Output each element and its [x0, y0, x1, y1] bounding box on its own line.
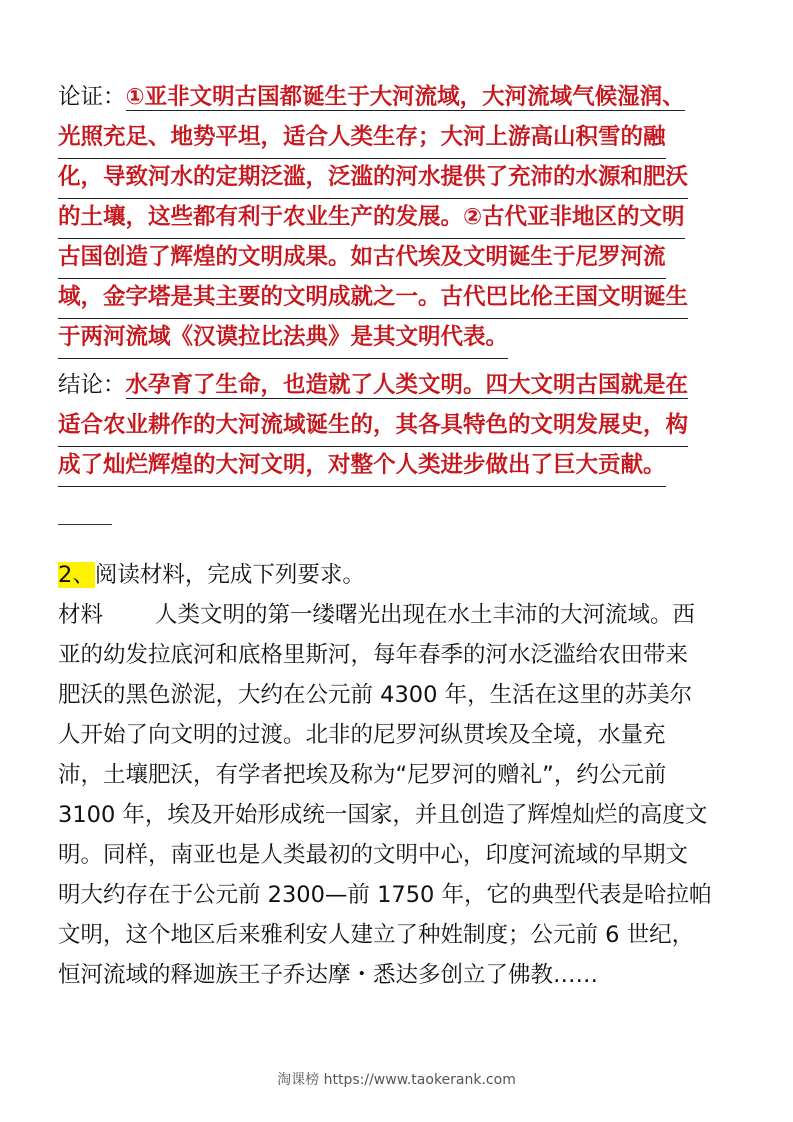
conclusion-label: 结论： — [58, 372, 126, 398]
material-line-6: 3100 年，埃及开始形成统一国家，并且创造了辉煌灿烂的高度文 — [58, 802, 708, 828]
question-prompt: 阅读材料，完成下列要求。 — [94, 562, 365, 588]
argument-line-4: 的土壤，这些都有利于农业生产的发展。②古代亚非地区的文明 — [58, 198, 685, 239]
material-line-3: 肥沃的黑色淤泥，大约在公元前 4300 年，生活在这里的苏美尔 — [58, 682, 693, 708]
footer-watermark: 淘课榜 https://www.taokerank.com — [277, 1072, 516, 1088]
material-line-9: 文明，这个地区后来雅利安人建立了种姓制度；公元前 6 世纪， — [58, 922, 695, 948]
argument-line-7: 于两河流域《汉谟拉比法典》是其文明代表。 — [58, 318, 508, 359]
material-line-5: 沛，土壤肥沃，有学者把埃及称为“尼罗河的赠礼”，约公元前 — [58, 762, 667, 788]
separator-line — [58, 524, 112, 525]
material-line-10: 恒河流域的释迦族王子乔达摩・悉达多创立了佛教…… — [58, 962, 599, 988]
material-line-1 — [58, 596, 695, 636]
material-line-4: 人开始了向文明的过渡。北非的尼罗河纵贯埃及全境，水量充 — [58, 722, 666, 748]
argument-line-5: 古国创造了辉煌的文明成果。如古代埃及文明诞生于尼罗河流 — [58, 238, 666, 279]
conclusion-line-3: 成了灿烂辉煌的大河文明，对整个人类进步做出了巨大贡献。 — [58, 446, 666, 487]
material-line-2: 亚的幼发拉底河和底格里斯河，每年春季的河水泛滥给农田带来 — [58, 642, 689, 668]
material-label: 材料 — [58, 602, 104, 628]
argument-line-3: 化，导致河水的定期泛滥，泛滥的河水提供了充沛的水源和肥沃 — [58, 158, 688, 199]
material-text: 人类文明的第一缕曙光出现在水土丰沛的大河流域。西 — [155, 602, 696, 628]
conclusion-line-1 — [58, 366, 688, 406]
question-number: 2、 — [58, 562, 95, 588]
argument-line-6: 域，金字塔是其主要的文明成就之一。古代巴比伦王国文明诞生 — [58, 278, 688, 319]
argument-line-1 — [58, 78, 738, 118]
argument-line-2: 光照充足、地势平坦，适合人类生存；大河上游高山积雪的融 — [58, 118, 666, 159]
question-heading — [58, 556, 365, 596]
conclusion-text: 水孕育了生命，也造就了人类文明。四大文明古国就是在 — [125, 372, 689, 398]
argument-label: 论证： — [58, 84, 126, 110]
conclusion-line-2: 适合农业耕作的大河流域诞生的，其各具特色的文明发展史，构 — [58, 406, 688, 447]
material-line-8: 明大约存在于公元前 2300—前 1750 年，它的典型代表是哈拉帕 — [58, 882, 712, 908]
material-line-7: 明。同样，南亚也是人类最初的文明中心，印度河流域的早期文 — [58, 842, 689, 868]
argument-text: ①亚非文明古国都诞生于大河流域，大河流域气候湿润、 — [125, 84, 685, 110]
